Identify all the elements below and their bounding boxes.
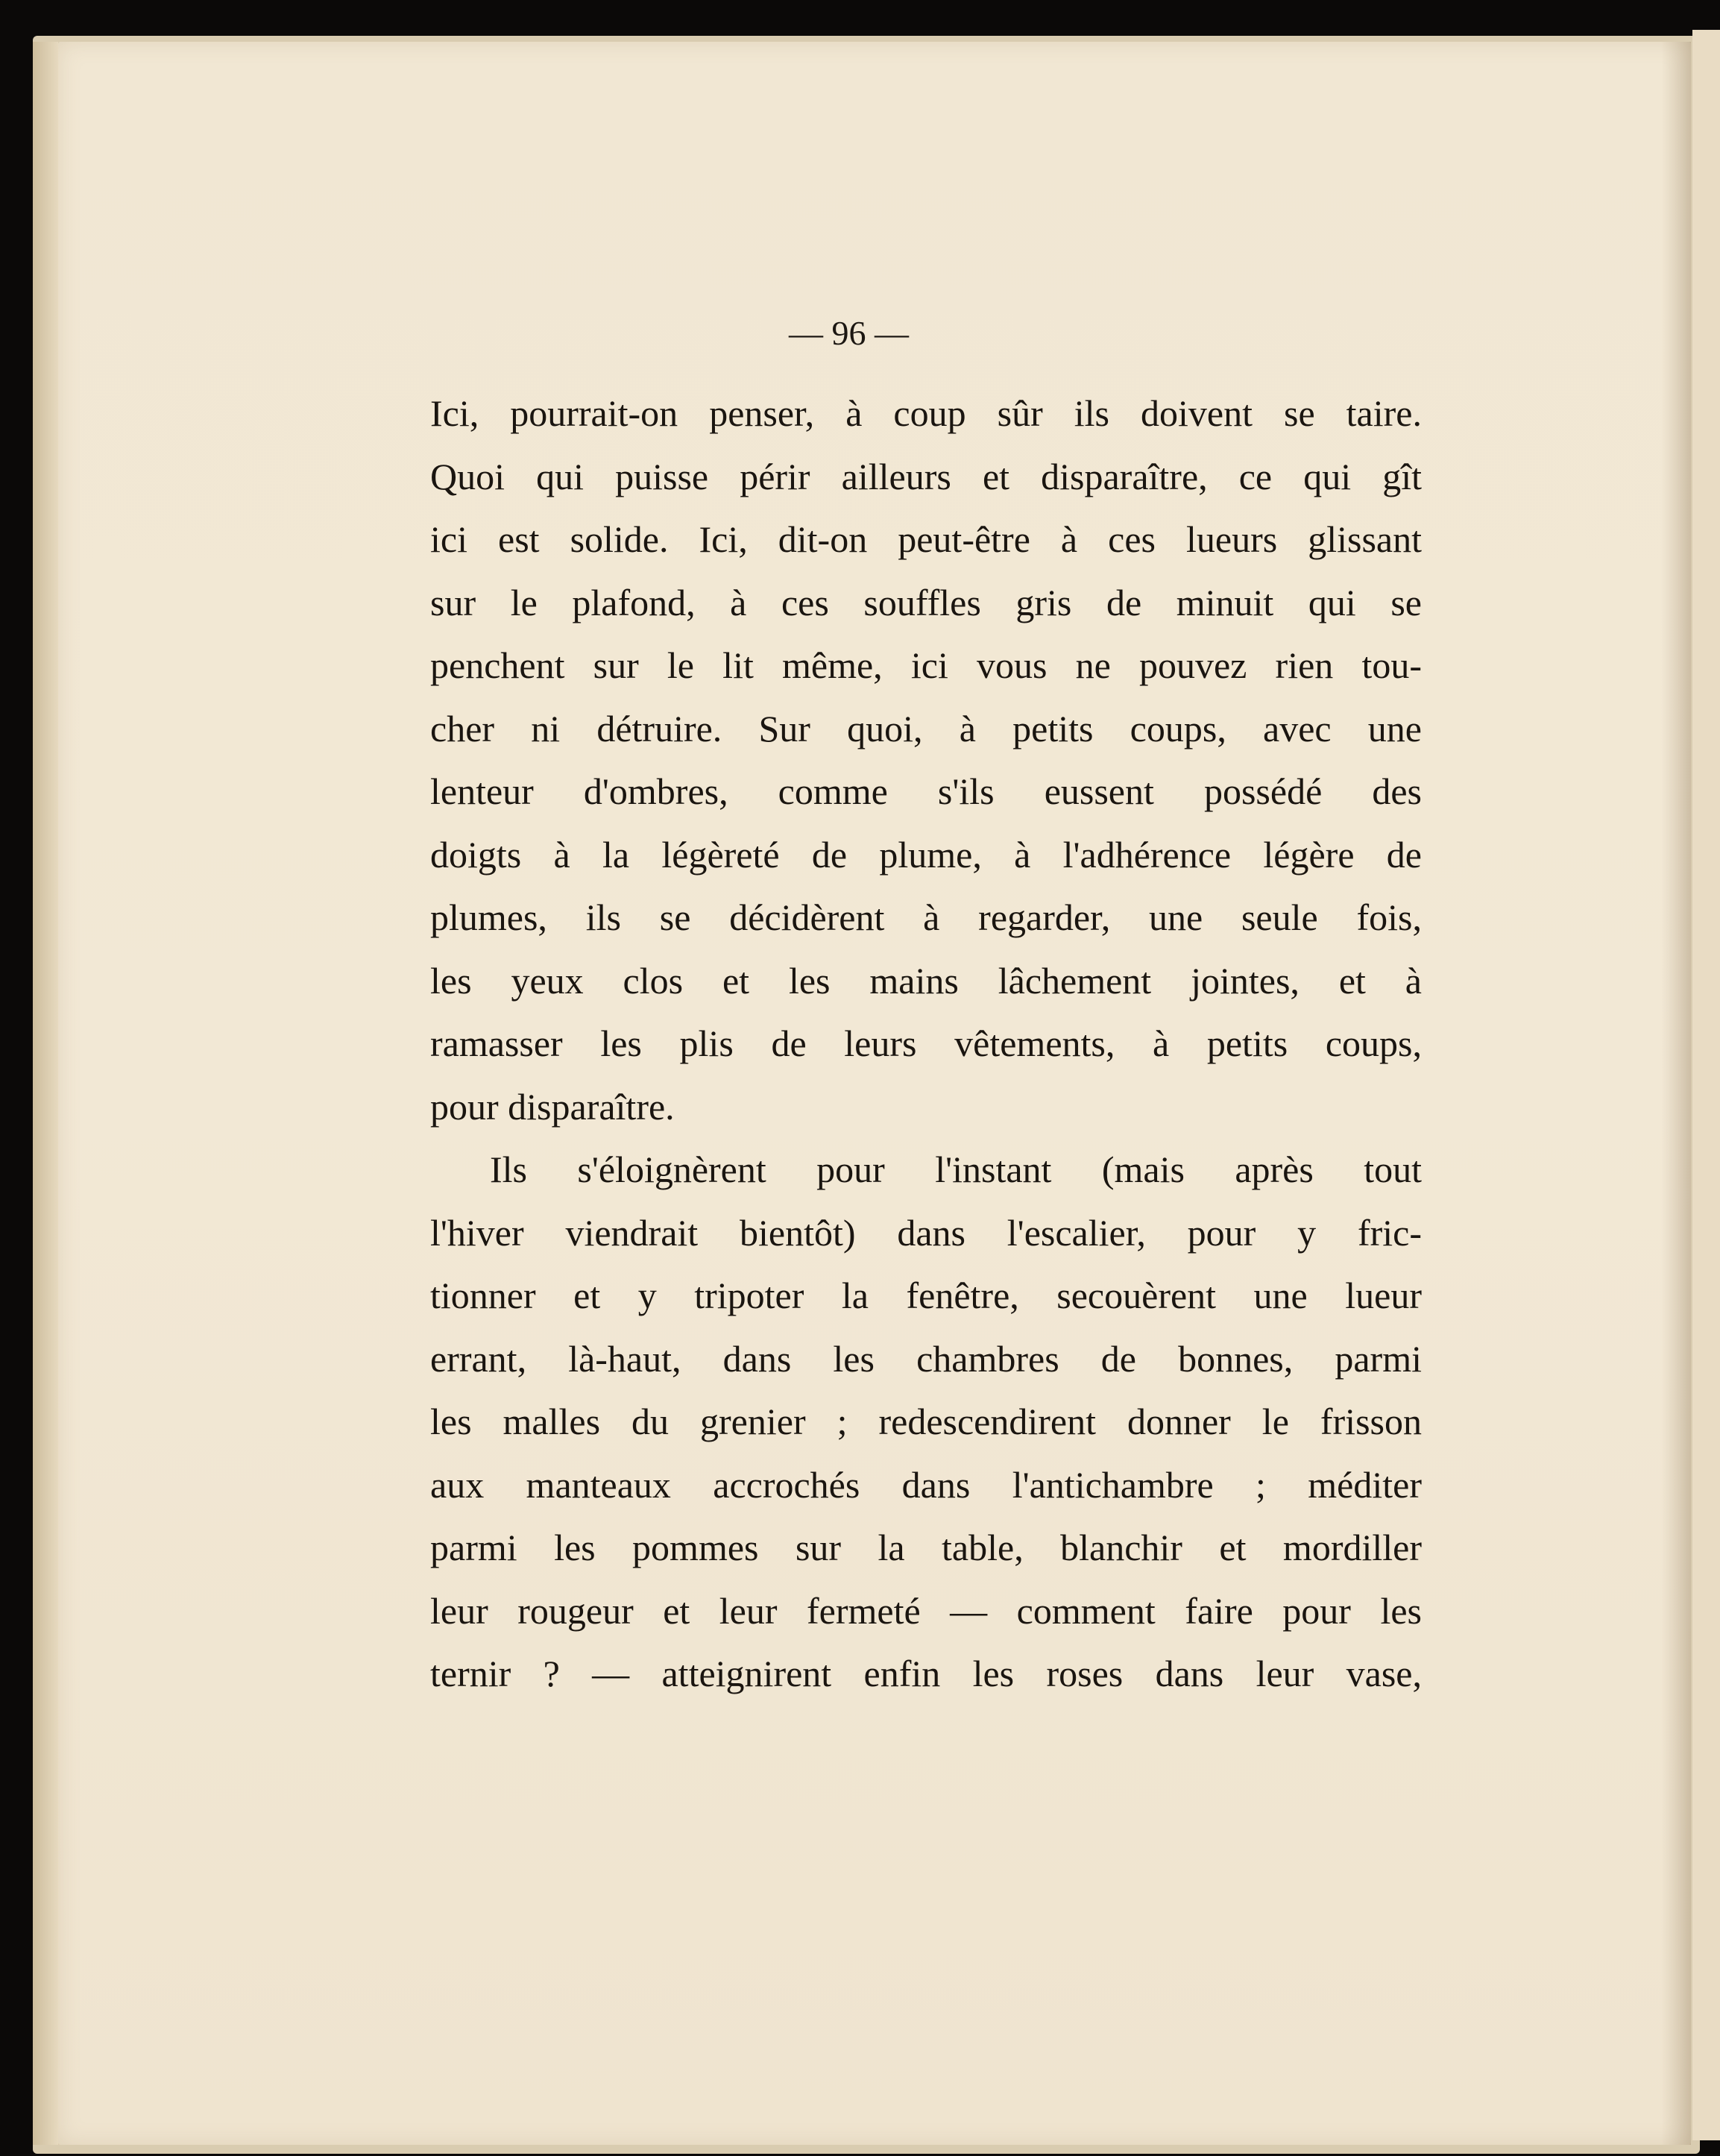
text-line: aux manteaux accrochés dans l'antichambre ; méditer	[430, 1463, 1422, 1506]
page-number: — 96 —	[789, 314, 909, 352]
text-line: pour disparaître.	[430, 1085, 675, 1128]
text-line: sur le plafond, à ces souffles gris de minuit qui se	[430, 581, 1422, 623]
text-line: les malles du grenier ; redescendirent donner le frisson	[430, 1401, 1422, 1442]
text-line: ramasser les plis de leurs vêtements, à petits coups,	[430, 1022, 1422, 1064]
text-line: errant, là-haut, dans les chambres de bonnes, parmi	[430, 1337, 1422, 1380]
text-line: lenteur d'ombres, comme s'ils eussent possédé des	[430, 770, 1422, 812]
text-line: l'hiver viendrait bientôt) dans l'escalier, pour y fric-	[430, 1211, 1422, 1254]
paragraph-1	[430, 382, 1422, 1138]
text-line: ternir ? — atteignirent enfin les roses dans leur vase,	[430, 1653, 1422, 1694]
text-line: ici est solide. Ici, dit-on peut-être à ces lueurs glissant	[430, 518, 1422, 560]
paragraph-2	[430, 1138, 1422, 1706]
text-line: penchent sur le lit même, ici vous ne pouvez rien tou-	[430, 644, 1422, 686]
text-line: leur rougeur et leur fermeté — comment faire pour les	[430, 1589, 1422, 1632]
text-line: cher ni détruire. Sur quoi, à petits coups, avec une	[430, 707, 1422, 749]
text-line: doigts à la légèreté de plume, à l'adhérence légère de	[430, 833, 1422, 876]
text-line: tionner et y tripoter la fenêtre, secouèrent une lueur	[430, 1275, 1422, 1316]
text-line: Ils s'éloignèrent pour l'instant (mais après tout	[490, 1148, 1422, 1190]
body-text	[430, 382, 1422, 1706]
text-line: plumes, ils se décidèrent à regarder, une seule fois,	[430, 896, 1422, 938]
text-line: Ici, pourrait-on penser, à coup sûr ils doivent se taire.	[430, 392, 1422, 434]
text-line: les yeux clos et les mains lâchement jointes, et à	[430, 959, 1422, 1002]
text-line: Quoi qui puisse périr ailleurs et disparaître, ce qui gît	[430, 455, 1422, 497]
text-line: parmi les pommes sur la table, blanchir et mordiller	[430, 1527, 1422, 1568]
